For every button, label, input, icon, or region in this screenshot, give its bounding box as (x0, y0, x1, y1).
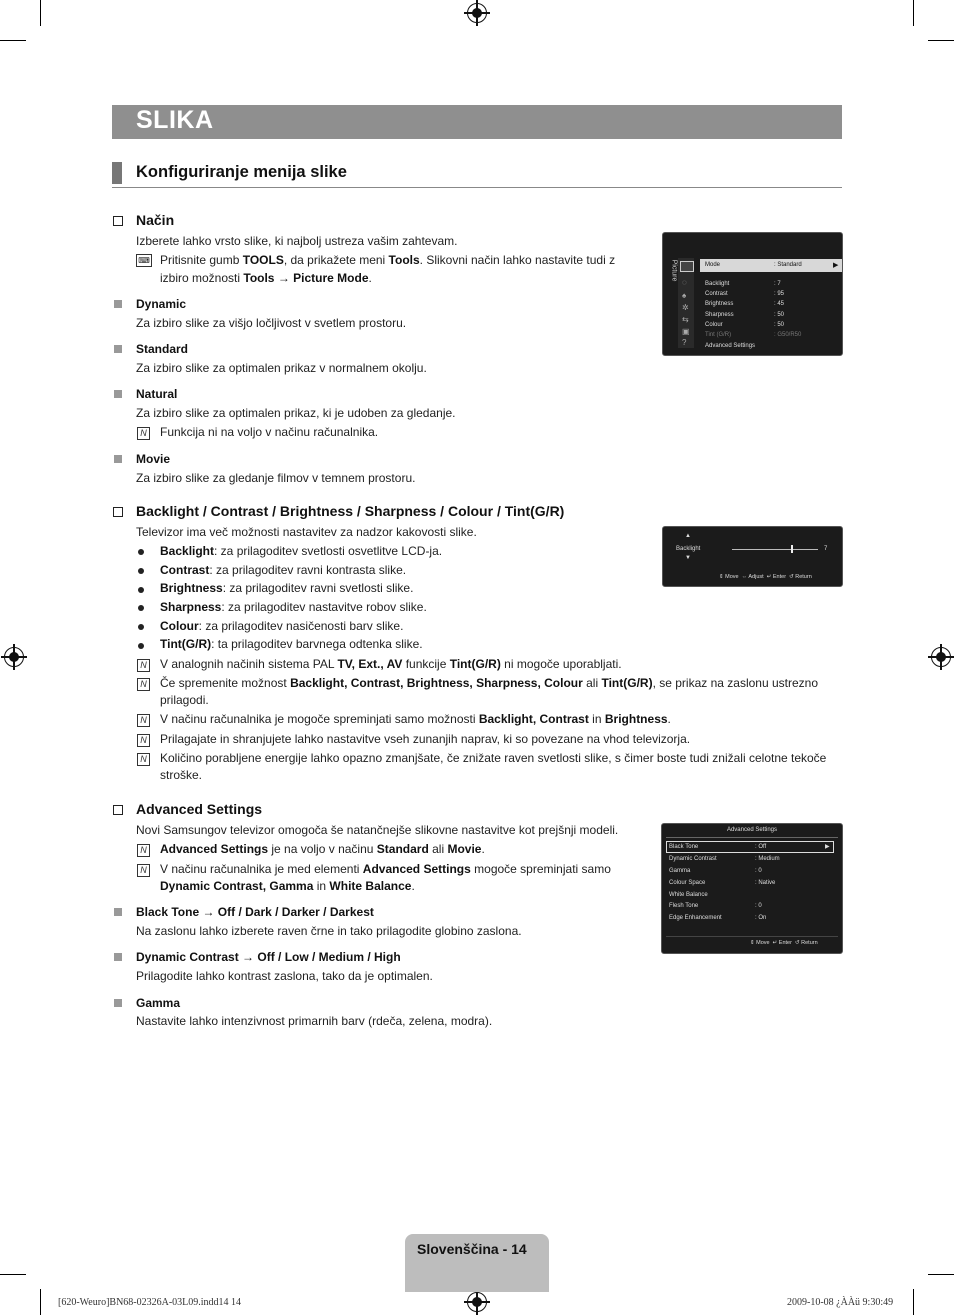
gamma-title: Gamma (136, 996, 181, 1010)
bullet-item: Brightness: za prilagoditev ravni svetlosti slike. (160, 581, 414, 595)
checkbox-bullet-icon (113, 216, 123, 226)
osd-black-tone-row[interactable] (666, 841, 834, 853)
bullet-dot (138, 624, 144, 630)
advanced-intro: Novi Samsungov televizor omogoča še natančnejše slikovne nastavitve kot prejšnji modeli. (136, 823, 619, 837)
backlight-note-3: V načinu računalnika je mogoče spreminjati samo možnosti Backlight, Contrast in Brightness. (160, 712, 671, 726)
osd-slider-label: Backlight (676, 546, 701, 552)
osd-mode-row[interactable] (700, 259, 842, 272)
osd-row-value: : 0 (755, 868, 762, 874)
osd-arrow-right-icon: ▶ (833, 262, 839, 269)
bullet-dot (138, 549, 144, 555)
backlight-intro: Televizor ima več možnosti nastavitev za nadzor kakovosti slike. (136, 525, 477, 539)
osd-support-icon: ? (682, 338, 687, 347)
section-marker (112, 162, 122, 184)
advanced-note-2-cont: Dynamic Contrast, Gamma in White Balance. (160, 879, 415, 893)
osd-advanced-title: Advanced Settings (726, 827, 778, 833)
crop-mark (40, 0, 41, 26)
osd-mode-value: : Standard (774, 262, 802, 268)
square-bullet-icon (114, 455, 122, 463)
osd-picture-icon (680, 261, 694, 272)
osd-hint-adjust: Adjust (748, 574, 764, 580)
bullet-item: Sharpness: za prilagoditev nastavitve robov slike. (160, 600, 427, 614)
checkbox-bullet-icon (113, 805, 123, 815)
square-bullet-icon (114, 908, 122, 916)
osd-row-label[interactable]: Edge Enhancement (669, 915, 722, 921)
dynamic-contrast-title: Dynamic Contrast → Off / Low / Medium / High (136, 950, 401, 964)
advanced-note-2: V načinu računalnika je med elementi Advanced Settings mogoče spreminjati samo (160, 862, 611, 876)
bullet-item: Tint(G/R): ta prilagoditev barvnega odtenka slike. (160, 637, 423, 651)
nacin-intro: Izberete lahko vrsto slike, ki najbolj ustreza vašim zahtevam. (136, 234, 458, 248)
registration-mark-icon (931, 647, 951, 667)
osd-row-value: : Medium (755, 856, 780, 862)
osd-row-value: : 50 (774, 312, 785, 318)
osd-row-label[interactable]: Advanced Settings (705, 343, 756, 349)
movie-desc: Za izbiro slike za gledanje filmov v temnem prostoru. (136, 471, 416, 485)
osd-row-label: Tint (G/R) (705, 332, 732, 338)
nacin-heading: Način (136, 212, 175, 228)
square-bullet-icon (114, 953, 122, 961)
backlight-note-2-cont: prilagodi. (160, 693, 209, 707)
osd-footer-hints (750, 940, 818, 946)
osd-row-value: : On (755, 915, 767, 921)
enter-icon: ↵ (766, 574, 772, 580)
osd-app-icon: ▣ (682, 327, 690, 336)
bullet-item: Backlight: za prilagoditev svetlosti osvetlitve LCD-ja. (160, 544, 443, 558)
black-tone-desc: Na zaslonu lahko izberete raven črne in tako prilagodite globino zaslona. (136, 924, 522, 938)
osd-row-label[interactable]: White Balance (669, 892, 708, 898)
osd-row-value: : 0 (755, 903, 762, 909)
page-title-bar (112, 105, 842, 139)
advanced-heading: Advanced Settings (136, 801, 263, 817)
osd-row-label[interactable]: Sharpness (705, 312, 734, 318)
move-icon: ⇕ (750, 940, 755, 946)
osd-hint-move: Move (756, 940, 770, 946)
osd-hint-return: Return (795, 574, 812, 580)
natural-title: Natural (136, 387, 178, 401)
osd-input-icon: ⇆ (682, 315, 689, 324)
osd-row-value: : 45 (774, 301, 785, 307)
bullet-item: Contrast: za prilagoditev ravni kontrasta slike. (160, 563, 407, 577)
backlight-note-1: V analognih načinih sistema PAL TV, Ext., AV funkcije Tint(G/R) ni mogoče uporabljati. (160, 657, 622, 671)
section-title: Konfiguriranje menija slike (136, 163, 347, 181)
natural-desc: Za izbiro slike za optimalen prikaz, ki je udoben za gledanje. (136, 406, 456, 420)
return-icon: ↺ (789, 574, 794, 580)
square-bullet-icon (114, 345, 122, 353)
crop-mark (0, 40, 26, 41)
registration-mark-icon (467, 1292, 487, 1312)
standard-title: Standard (136, 342, 189, 356)
osd-row-label: Black Tone (669, 844, 699, 850)
movie-title: Movie (136, 452, 171, 466)
note-icon: N (137, 714, 150, 727)
crop-mark (913, 0, 914, 26)
adjust-icon: ⇔ (741, 574, 748, 580)
osd-slider-value: 7 (824, 546, 828, 552)
standard-desc: Za izbiro slike za optimalen prikaz v normalnem okolju. (136, 361, 427, 375)
osd-row-label[interactable]: Dynamic Contrast (669, 856, 717, 862)
note-icon: N (137, 427, 150, 440)
osd-row-label[interactable]: Brightness (705, 301, 734, 307)
black-tone-title: Black Tone → Off / Dark / Darker / Darkest (136, 905, 374, 919)
note-icon: N (137, 753, 150, 766)
tools-note-line1: Pritisnite gumb TOOLS, da prikažete meni Tools. Slikovni način lahko nastavite tudi z (160, 253, 616, 267)
square-bullet-icon (114, 390, 122, 398)
osd-footer-hints (719, 574, 812, 580)
section-heading (112, 162, 842, 188)
osd-picture-menu (662, 232, 843, 356)
osd-row-label[interactable]: Colour (705, 322, 723, 328)
osd-row-label[interactable]: Flesh Tone (669, 903, 699, 909)
osd-title-divider (666, 837, 838, 838)
osd-mode-label: Mode (705, 262, 721, 268)
enter-icon: ↵ (772, 940, 778, 946)
osd-row-value: : 7 (774, 281, 781, 287)
osd-footer-divider (666, 936, 838, 937)
osd-down-arrow-icon: ▼ (685, 555, 691, 561)
osd-row-value: : Native (755, 880, 776, 886)
page-footer-tab (405, 1234, 549, 1292)
osd-backlight-slider (662, 526, 843, 587)
osd-channel-icon: ♠ (682, 291, 687, 300)
osd-row-value: : 95 (774, 291, 785, 297)
move-icon: ⇕ (719, 574, 724, 580)
osd-slider-thumb[interactable] (791, 545, 793, 553)
osd-row-label[interactable]: Backlight (705, 281, 730, 287)
bullet-item: Colour: za prilagoditev nasičenosti barv slike. (160, 619, 404, 633)
dynamic-title: Dynamic (136, 297, 187, 311)
osd-hint-return: Return (801, 940, 818, 946)
osd-row-value: : Off (755, 844, 767, 850)
tools-remote-icon: ⌨ (136, 254, 152, 267)
backlight-note-2: Če spremenite možnost Backlight, Contrast, Brightness, Sharpness, Colour ali Tint(G/R), se prikaz na zaslonu ustrezno (160, 676, 818, 690)
osd-up-arrow-icon: ▲ (685, 533, 691, 539)
dynamic-contrast-desc: Prilagodite lahko kontrast zaslona, tako da je optimalen. (136, 969, 433, 983)
checkbox-bullet-icon (113, 507, 123, 517)
osd-slider-track[interactable] (732, 549, 818, 550)
osd-row-label[interactable]: Contrast (705, 291, 728, 297)
osd-hint-move: Move (725, 574, 739, 580)
osd-row-label[interactable]: Colour Space (669, 880, 706, 886)
osd-sound-icon: ◌ (682, 278, 687, 287)
square-bullet-icon (114, 999, 122, 1007)
osd-hint-enter: Enter (772, 574, 787, 580)
crop-mark (928, 1274, 954, 1275)
crop-mark (40, 1289, 41, 1315)
registration-mark-icon (467, 3, 487, 23)
note-icon: N (137, 678, 150, 691)
square-bullet-icon (114, 300, 122, 308)
note-icon: N (137, 734, 150, 747)
note-icon: N (137, 844, 150, 857)
page-title: SLIKA (136, 106, 214, 134)
bullet-dot (138, 605, 144, 611)
bullet-dot (138, 568, 144, 574)
backlight-note-5-cont: stroške. (160, 768, 203, 782)
osd-side-label: Picture (670, 259, 678, 282)
return-icon: ↺ (795, 940, 800, 946)
osd-row-value: : 50 (774, 322, 785, 328)
crop-mark (0, 1274, 26, 1275)
gamma-desc: Nastavite lahko intenzivnost primarnih barv (rdeča, zelena, modra). (136, 1014, 493, 1028)
backlight-note-5: Količino porabljene energije lahko opazno zmanjšate, če znižate raven svetlosti slike, s čimer boste tudi znižali celotne tekoče (160, 751, 827, 765)
osd-hint-enter: Enter (778, 940, 792, 946)
bullet-dot (138, 643, 144, 649)
crop-mark (928, 40, 954, 41)
advanced-note-1: Advanced Settings je na voljo v načinu Standard ali Movie. (160, 842, 485, 856)
slug-file: [620-Weuro]BN68-02326A-03L09.indd14 14 (58, 1297, 242, 1308)
natural-note: Funkcija ni na voljo v načinu računalnika. (160, 425, 379, 439)
registration-mark-icon (4, 647, 24, 667)
backlight-heading: Backlight / Contrast / Brightness / Sharpness / Colour / Tint(G/R) (136, 503, 565, 519)
osd-row-label[interactable]: Gamma (669, 868, 691, 874)
dynamic-desc: Za izbiro slike za višjo ločljivost v svetlem prostoru. (136, 316, 407, 330)
backlight-note-4: Prilagajate in shranjujete lahko nastavitve vseh zunanjih naprav, ki so povezane na vhod televizorja. (160, 732, 691, 746)
page-number: Slovenščina - 14 (417, 1241, 527, 1257)
osd-advanced-menu (661, 823, 843, 954)
crop-mark (913, 1289, 914, 1315)
note-icon: N (137, 864, 150, 877)
note-icon: N (137, 659, 150, 672)
bullet-dot (138, 587, 144, 593)
osd-arrow-right-icon: ▶ (825, 844, 830, 850)
osd-row-value: : G50/R50 (774, 332, 802, 338)
tools-note-line2: izbiro možnosti Tools → Picture Mode. (160, 271, 372, 285)
osd-setup-icon: ✲ (682, 303, 689, 312)
slug-date: 2009-10-08 ¿ÀÀü 9:30:49 (787, 1297, 894, 1308)
